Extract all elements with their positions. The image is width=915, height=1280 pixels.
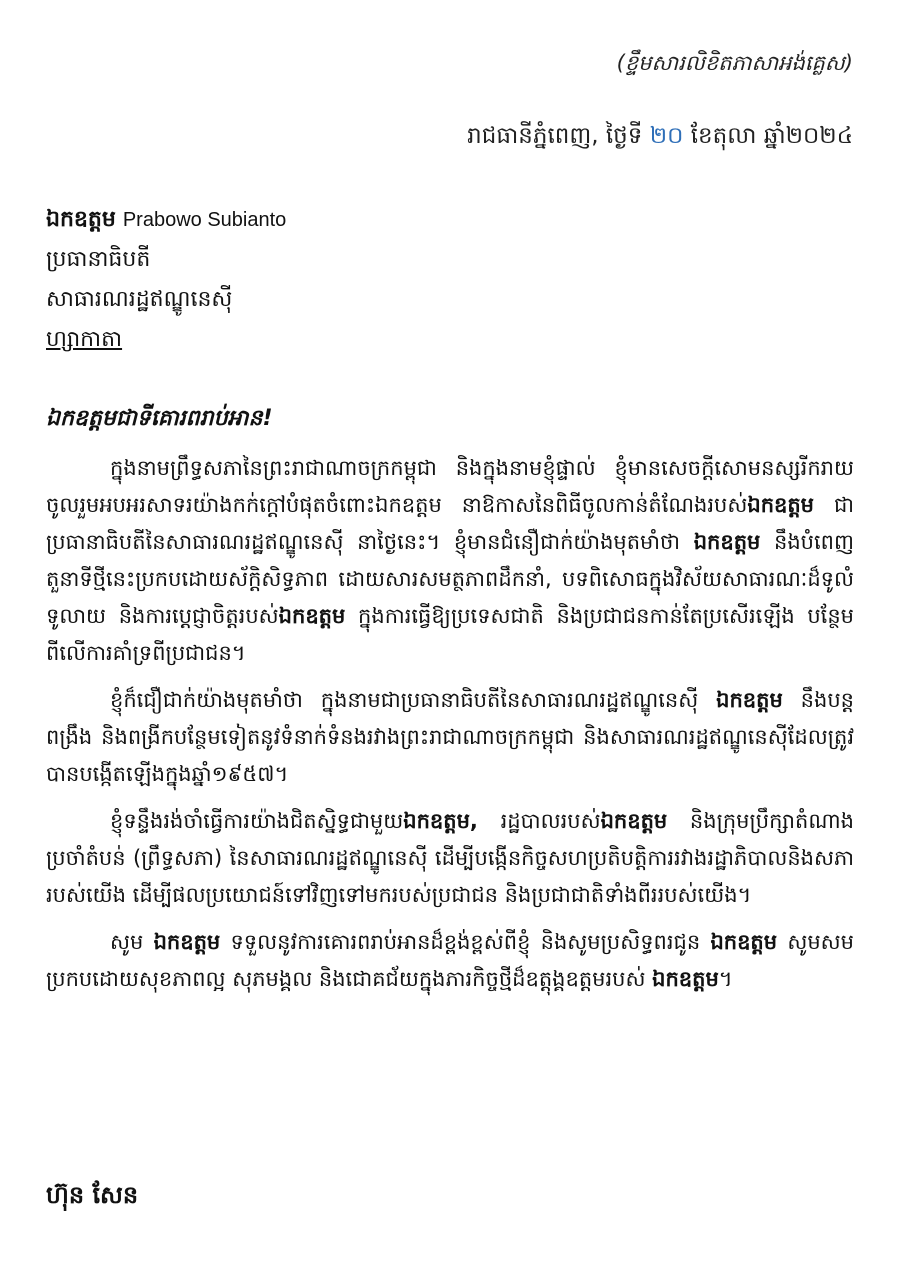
p1-bold-3: ឯកឧត្តម <box>278 604 346 628</box>
p4-text-1: សូម <box>110 930 154 954</box>
date-prefix: រាជធានីភ្នំពេញ, ថ្ងៃទី <box>467 123 643 149</box>
salutation: ឯកឧត្តមជាទីគោរពរាប់អាន! <box>46 406 273 431</box>
p3-text-1: ខ្ញុំទន្ទឹងរង់ចាំធ្វើការយ៉ាងជិតស្និទ្ធជាមួយ <box>110 809 404 833</box>
letter-date <box>467 122 853 155</box>
p4-text-2: ទទួលនូវការគោរពរាប់អានដ៏ខ្ពង់ខ្ពស់ពីខ្ញុំ និងសូមប្រសិទ្ធពរជូន <box>220 930 711 954</box>
p1-text-1: ក្នុងនាមព្រឹទ្ធសភានៃព្រះរាជាណាចក្រកម្ពុជា និងក្នុងនាមខ្ញុំផ្ទាល់ ខ្ញុំមានសេចក្តីសោមនស្សរីករាយចូលរួមអបអរសាទរយ៉ាងកក់ក្តៅបំផុតចំពោះឯកឧត្តម នាឱកាសនៃពិធីចូលកាន់តំណែងរបស់ <box>46 456 854 517</box>
p4-text-3: សូមសមប្រកបដោយសុខភាពល្អ សុភមង្គល និងជោគជ័យក្នុងភារកិច្ចថ្មីដ៏ឧត្តុង្គឧត្តមរបស់ <box>46 930 854 991</box>
paragraph-4 <box>46 924 854 998</box>
letter-body <box>46 450 854 1008</box>
p2-text-2: នឹងបន្តពង្រឹង និងពង្រីកបន្ថែមទៀតនូវទំនាក់ទំនងរវាងព្រះរាជាណាចក្រកម្ពុជា និងសាធារណរដ្ឋឥណ្ឌូនេស៊ីដែលត្រូវបានបង្កើតឡើងក្នុងឆ្នាំ១៩៥៧។ <box>46 688 854 786</box>
p1-bold-1: ឯកឧត្តម <box>747 493 815 517</box>
p2-text-1: ខ្ញុំក៏ជឿជាក់យ៉ាងមុតមាំថា ក្នុងនាមជាប្រធានាធិបតីនៃសាធារណរដ្ឋឥណ្ឌូនេស៊ី <box>110 688 717 712</box>
recipient-name-line <box>46 200 286 240</box>
recipient-name: Prabowo Subianto <box>122 209 287 231</box>
p3-bold-1: ឯកឧត្តម, <box>403 809 478 833</box>
letter-note: (ខ្ទឹមសារលិខិតភាសាអង់គ្លេស) <box>616 51 853 75</box>
p4-text-4: ។ <box>718 967 733 991</box>
signature: ហ៊ុន សែន <box>46 1181 139 1209</box>
p3-bold-2: ឯកឧត្តម <box>600 809 668 833</box>
p4-bold-2: ឯកឧត្តម <box>710 930 778 954</box>
p1-bold-2: ឯកឧត្តម <box>693 530 761 554</box>
recipient-honorific: ឯកឧត្តម <box>46 207 116 232</box>
date-suffix: ខែតុលា ឆ្នាំ២០២៤ <box>690 123 853 149</box>
paragraph-1 <box>46 450 854 672</box>
date-day: ២០ <box>649 123 684 149</box>
recipient-block <box>46 200 286 360</box>
p3-text-2: រដ្ឋបាលរបស់ <box>477 809 601 833</box>
recipient-city: ហ្សាកាតា <box>46 327 123 352</box>
p4-bold-3: ឯកឧត្តម <box>652 967 719 991</box>
p2-bold-1: ឯកឧត្តម <box>716 688 783 712</box>
p1-text-4: ក្នុងការធ្វើឱ្យប្រទេសជាតិ និងប្រជាជនកាន់តែប្រសើរឡើង បន្ថែមពីលើការគាំទ្រពីប្រជាជន។ <box>46 604 855 665</box>
p1-text-2: ជាប្រធានាធិបតីនៃសាធារណរដ្ឋឥណ្ឌូនេស៊ី នាថ្ងៃនេះ។ ខ្ញុំមានជំនឿជាក់យ៉ាងមុតមាំថា <box>46 493 854 554</box>
paragraph-3 <box>46 803 854 914</box>
p3-text-3: និងក្រុមប្រឹក្សាតំណាងប្រចាំតំបន់ (ព្រឹទ្ធសភា) នៃសាធារណរដ្ឋឥណ្ឌូនេស៊ី ដើម្បីបង្កើនកិច្ចសហប្រតិបត្តិការរវាងរដ្ឋាភិបាលនិងសភារបស់យើង ដើម្បីផលប្រយោជន៍ទៅវិញទៅមករបស់ប្រជាជន និងប្រជាជាតិទាំងពីររបស់យើង។ <box>46 809 854 907</box>
p4-bold-1: ឯកឧត្តម <box>153 930 221 954</box>
paragraph-2 <box>46 682 854 793</box>
recipient-country: សាធារណរដ្ឋឥណ្ឌូនេស៊ី <box>46 287 233 312</box>
p1-text-3: នឹងបំពេញតួនាទីថ្មីនេះប្រកបដោយស័ក្តិសិទ្ធភាព ដោយសារសមត្ថភាពដឹកនាំ, បទពិសោធក្នុងវិស័យសាធារណៈដ៏ទូលំទូលាយ និងការប្តេជ្ញាចិត្តរបស់ <box>46 530 854 628</box>
recipient-title: ប្រធានាធិបតី <box>46 247 151 272</box>
